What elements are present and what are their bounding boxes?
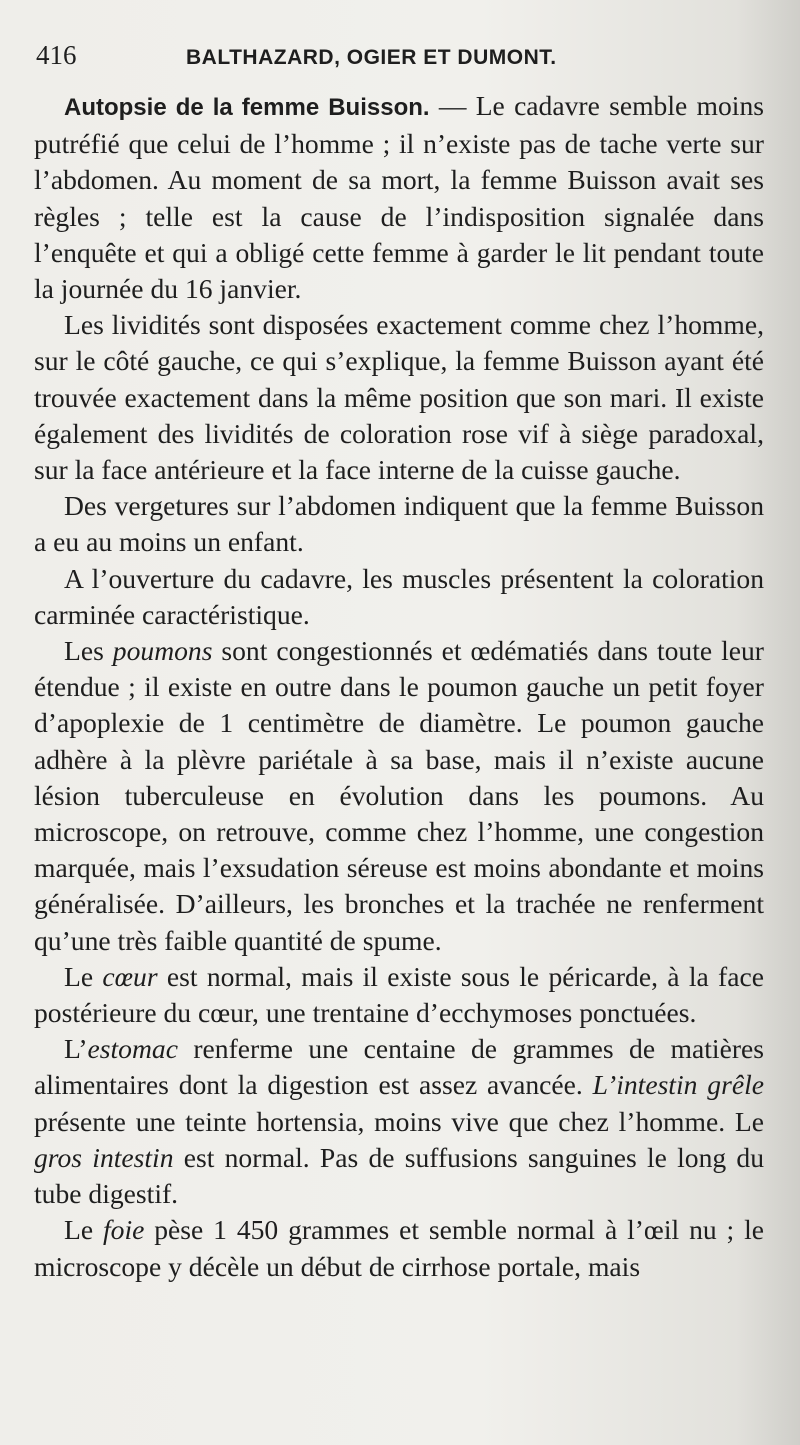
italic-term: poumons [112,635,213,667]
italic-term: estomac [87,1033,178,1065]
paragraph-coeur [34,959,764,1031]
paragraph-foie [34,1212,764,1284]
paragraph-estomac [34,1031,764,1212]
italic-term: cœur [102,960,158,992]
section-lead: Autopsie de la femme Buisson. [64,94,430,121]
paragraph-text: L’ [64,1033,88,1065]
paragraph-text: — Le cadavre semble moins putréfié que celui de l’homme ; il n’existe pas de tache verte sur l’abdomen. Au moment de sa mort, la femme Buisson avait ses règles ; telle est la cause de l’indisposition signalée dans l’enquête et qui a obligé cette femme à garder le lit pendant toute la journée du 16 janvier. [34,90,764,305]
paragraph-text: Le [64,1214,103,1246]
italic-term: foie [102,1214,145,1246]
paragraph-lividites [34,307,764,488]
italic-term: gros intestin [34,1141,174,1173]
running-head-title: BALTHAZARD, OGIER ET DUMONT. [186,46,557,69]
paragraph-text: Des vergetures sur l’abdomen indiquent que la femme Buisson a eu au moins un enfant. [34,490,764,558]
paragraph-text: Les lividités sont disposées exactement comme chez l’homme, sur le côté gauche, ce qui s’explique, la femme Buisson ayant été trouvée exactement dans la même position que son mari. Il existe également des lividités de coloration rose vif à siège paradoxal, sur la face antérieure et la face interne de la cuisse gauche. [34,309,764,486]
paragraph-poumons [34,633,764,959]
italic-term: L’ [592,1069,617,1101]
paragraph-text: est normal, mais il existe sous le péricarde, à la face postérieure du cœur, une trentaine d’ecchymoses ponctuées. [34,960,764,1029]
page-number: 416 [36,40,77,70]
italic-term: intestin grêle [616,1069,764,1101]
running-head [34,40,764,86]
paragraph-autopsy-intro [34,88,764,307]
paragraph-text: pèse 1 450 grammes et semble normal à l’œil nu ; le microscope y décèle un début de cirrhose portale, mais [34,1214,764,1282]
paragraph-text: sont congestionnés et œdématiés dans toute leur étendue ; il existe en outre dans le poumon gauche un petit foyer d’apoplexie de 1 centimètre de diamètre. Le poumon gauche adhère à la plèvre pariétale à sa base, mais il n’existe aucune lésion tuberculeuse en évolution dans les poumons. Au microscope, on retrouve, comme chez l’homme, une congestion marquée, mais l’exsudation séreuse est moins abondante et moins généralisée. D’ailleurs, les bronches et la trachée ne renferment qu’une très faible quantité de spume. [34,635,764,956]
paragraph-text: présente une teinte hortensia, moins vive que chez l’homme. Le [34,1105,764,1137]
paragraph-vergetures [34,488,764,560]
paragraph-text: Les [64,635,113,667]
paragraph-text: est normal. Pas de suffusions sanguines le long du tube digestif. [34,1141,764,1210]
paragraph-text: Le [64,960,103,992]
body-text [34,88,764,1285]
paragraph-muscles [34,561,764,633]
paragraph-text: renferme une centaine de grammes de matières alimentaires dont la digestion est assez avancée. [34,1033,764,1101]
paragraph-text: A l’ouverture du cadavre, les muscles présentent la coloration carminée caractéristique. [34,562,764,630]
